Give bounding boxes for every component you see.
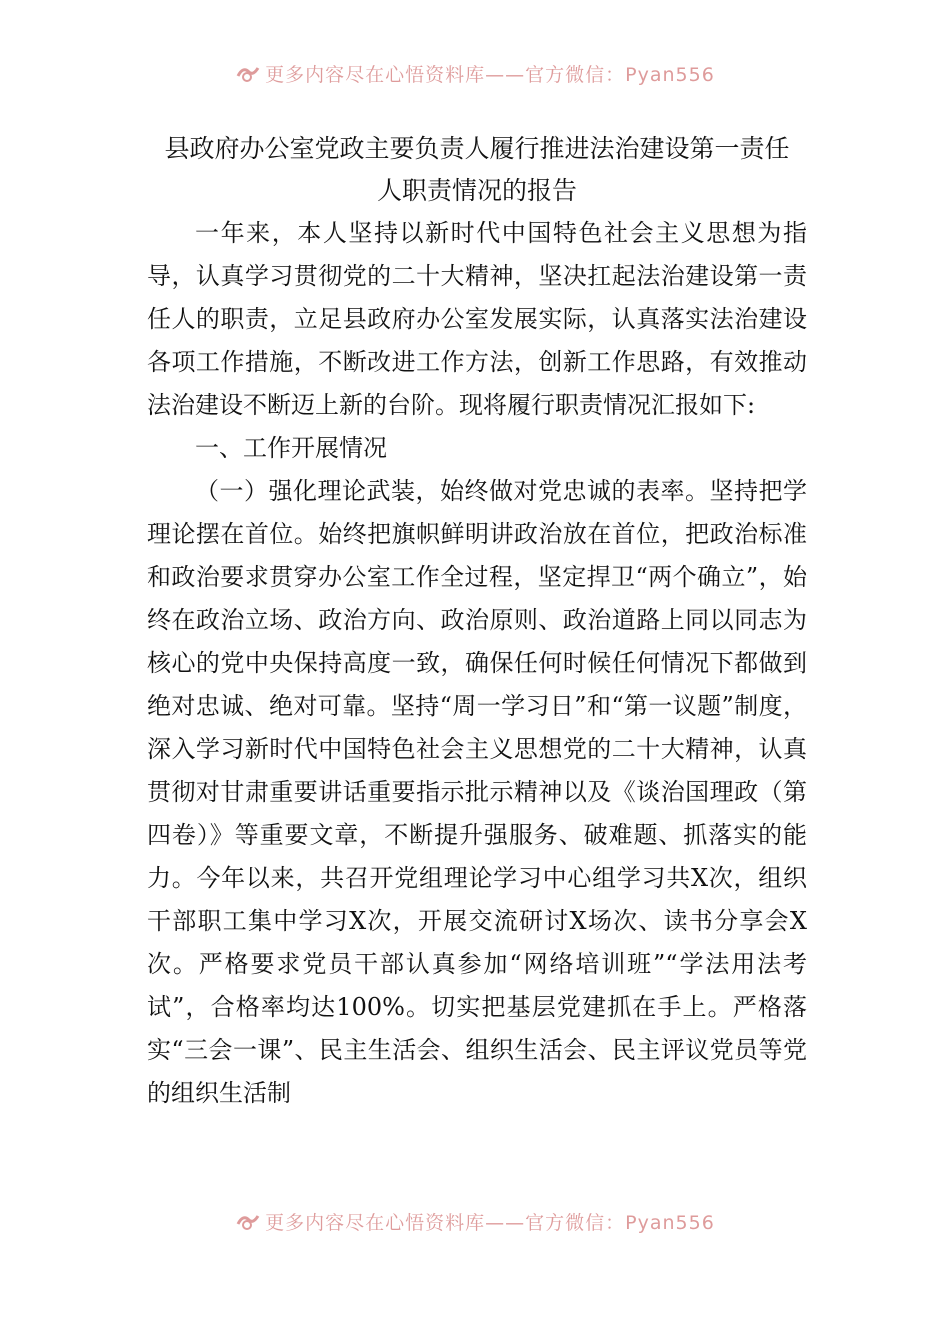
section-paragraph: （一）强化理论武装，始终做对党忠诚的表率。坚持把学理论摆在首位。始终把旗帜鲜明讲政治放在首位，把政治标准和政治要求贯穿办公室工作全过程，坚定捍卫“两个确立”，始终在政治立场、政治方向、政治原则、政治道路上同以同志为核心的党中央保持高度一致，确保任何时候任何情况下都做到绝对忠诚、绝对可靠。坚持“周一学习日”和“第一议题”制度，深入学习新时代中国特色社会主义思想党的二十大精神，认真贯彻对甘肃重要讲话重要指示批示精神以及《谈治国理政（第四卷）》等重要文章，不断提升强服务、破难题、抓落实的能力。今年以来，共召开党组理论学习中心组学习共X次，组织干部职工集中学习X次，开展交流研讨X场次、读书分享会X次。严格要求党员干部认真参加“网络培训班”“学法用法考试”，合格率均达100%。切实把基层党建抓在手上。严格落实“三会一课”、民主生活会、组织生活会、民主评议党员等党的组织生活制 <box>147 477 807 1107</box>
watermark-header <box>0 58 950 88</box>
section-heading: 一、工作开展情况 <box>195 434 387 462</box>
logo-icon <box>235 1210 261 1232</box>
intro-paragraph: 一年来，本人坚持以新时代中国特色社会主义思想为指导，认真学习贯彻党的二十大精神，坚决扛起法治建设第一责任人的职责，立足县政府办公室发展实际，认真落实法治建设各项工作措施，不断改进工作方法，创新工作思路，有效推动法治建设不断迈上新的台阶。现将履行职责情况汇报如下: <box>147 219 807 419</box>
watermark-text: 更多内容尽在心悟资料库——官方微信：Pyan556 <box>265 63 715 86</box>
watermark-footer <box>0 1206 950 1236</box>
title-line-2: 人职责情况的报告 <box>376 176 577 205</box>
logo-icon <box>235 62 261 84</box>
document-page <box>147 128 807 1115</box>
title-line-1: 县政府办公室党政主要负责人履行推进法治建设第一责任 <box>164 134 790 163</box>
watermark-text: 更多内容尽在心悟资料库——官方微信：Pyan556 <box>265 1211 715 1234</box>
document-title <box>147 128 807 212</box>
